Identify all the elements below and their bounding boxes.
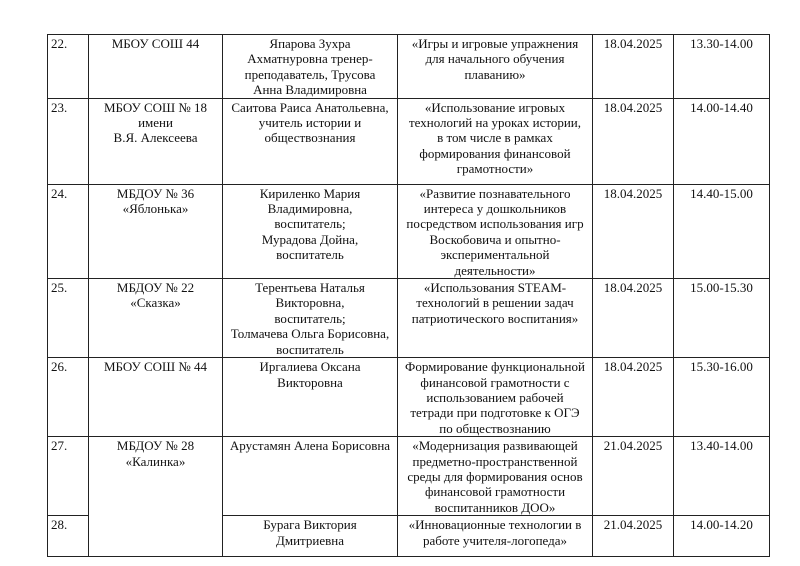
cell-num: [48, 516, 89, 557]
cell-topic: [398, 98, 593, 184]
schedule-table: [47, 34, 770, 557]
date-text: 21.04.2025: [603, 438, 663, 454]
cell-org: [89, 35, 223, 99]
cell-person: [223, 516, 398, 557]
cell-num: [48, 437, 89, 516]
cell-person: [223, 279, 398, 358]
topic-text: «Модернизация развивающей предметно-пространственной среды для формирования основ финансовой грамотности воспитанников ДОО»: [407, 438, 583, 515]
cell-date: [593, 98, 674, 184]
cell-org: [89, 184, 223, 278]
org-text: МБОУ СОШ № 44: [103, 359, 208, 375]
date-text: 21.04.2025: [603, 517, 663, 533]
cell-person: [223, 358, 398, 437]
num-text: 26.: [51, 359, 68, 375]
cell-num: [48, 184, 89, 278]
time-text: 14.00-14.20: [690, 517, 753, 533]
date-text: 18.04.2025: [603, 359, 663, 375]
cell-date: [593, 516, 674, 557]
org-text: МБОУ СОШ 44: [111, 36, 200, 51]
time-text: 14.00-14.40: [690, 99, 753, 115]
topic-text: «Использования STEAM- технологий в решении задач патриотического воспитания»: [411, 280, 579, 326]
topic-text: «Игры и игровые упражнения для начального обучения плаванию»: [411, 36, 579, 82]
table-row: [48, 98, 770, 184]
table-row: [48, 184, 770, 278]
cell-time: [674, 437, 770, 516]
time-text: 13.30-14.00: [690, 36, 753, 51]
cell-org: [89, 279, 223, 358]
cell-num: [48, 279, 89, 358]
num-text: 25.: [51, 280, 68, 296]
person-text: Арустамян Алена Борисовна: [229, 438, 391, 454]
num-text: 24.: [51, 185, 68, 201]
date-text: 18.04.2025: [603, 185, 663, 201]
person-text: Иргалиева Оксана Викторовна: [259, 359, 361, 390]
cell-time: [674, 358, 770, 437]
cell-date: [593, 184, 674, 278]
cell-person: [223, 437, 398, 516]
cell-topic: [398, 35, 593, 99]
num-text: 23.: [51, 99, 68, 115]
num-text: 22.: [51, 36, 68, 51]
topic-text: «Инновационные технологии в работе учителя-логопеда»: [408, 517, 582, 548]
person-text: Кириленко Мария Владимировна, воспитатель; Мурадова Дойна, воспитатель: [259, 185, 361, 263]
cell-date: [593, 358, 674, 437]
cell-date: [593, 35, 674, 99]
cell-topic: [398, 437, 593, 516]
cell-num: [48, 35, 89, 99]
date-text: 18.04.2025: [603, 36, 663, 51]
time-text: 13.40-14.00: [690, 438, 753, 454]
table-row: [48, 35, 770, 99]
person-text: Терентьева Наталья Викторовна, воспитатель; Толмачева Ольга Борисовна, воспитатель: [230, 280, 390, 357]
time-text: 14.40-15.00: [690, 185, 753, 201]
person-text: Саитова Раиса Анатольевна, учитель истории и обществознания: [231, 99, 389, 146]
org-text: МБДОУ № 22 «Сказка»: [116, 280, 195, 311]
cell-topic: [398, 516, 593, 557]
num-text: 28.: [51, 517, 68, 533]
topic-text: Формирование функциональной финансовой грамотности с использованием рабочей тетради при подготовке к ОГЭ по обществознанию: [405, 359, 585, 436]
cell-topic: [398, 184, 593, 278]
cell-date: [593, 279, 674, 358]
table-row: [48, 358, 770, 437]
topic-text: «Развитие познавательного интереса у дошкольников посредством использования игр Воскобовича и опытно- экспериментальной деятельности»: [406, 185, 584, 278]
cell-person: [223, 35, 398, 99]
cell-time: [674, 516, 770, 557]
num-text: 27.: [51, 438, 68, 454]
person-text: Япарова Зухра Ахматнуровна тренер- преподаватель, Трусова Анна Владимировна: [244, 36, 376, 98]
cell-time: [674, 35, 770, 99]
org-text: МБДОУ № 36 «Яблонька»: [116, 185, 195, 217]
table-row: [48, 279, 770, 358]
cell-date: [593, 437, 674, 516]
cell-topic: [398, 358, 593, 437]
table-row: [48, 437, 770, 516]
date-text: 18.04.2025: [603, 280, 663, 296]
date-text: 18.04.2025: [603, 99, 663, 115]
cell-num: [48, 358, 89, 437]
cell-topic: [398, 279, 593, 358]
cell-org: [89, 358, 223, 437]
cell-time: [674, 279, 770, 358]
cell-org: [89, 98, 223, 184]
cell-time: [674, 184, 770, 278]
topic-text: «Использование игровых технологий на уроках истории, в том числе в рамках формирования финансовой грамотности»: [408, 99, 582, 177]
cell-num: [48, 98, 89, 184]
org-text: МБОУ СОШ № 18 имени В.Я. Алексеева: [103, 99, 208, 146]
cell-time: [674, 98, 770, 184]
cell-person: [223, 98, 398, 184]
cell-person: [223, 184, 398, 278]
time-text: 15.00-15.30: [690, 280, 753, 296]
org-text: МБДОУ № 28 «Калинка»: [116, 438, 195, 469]
cell-org: [89, 437, 223, 557]
time-text: 15.30-16.00: [690, 359, 753, 375]
person-text: Бурага Виктория Дмитриевна: [263, 517, 357, 548]
